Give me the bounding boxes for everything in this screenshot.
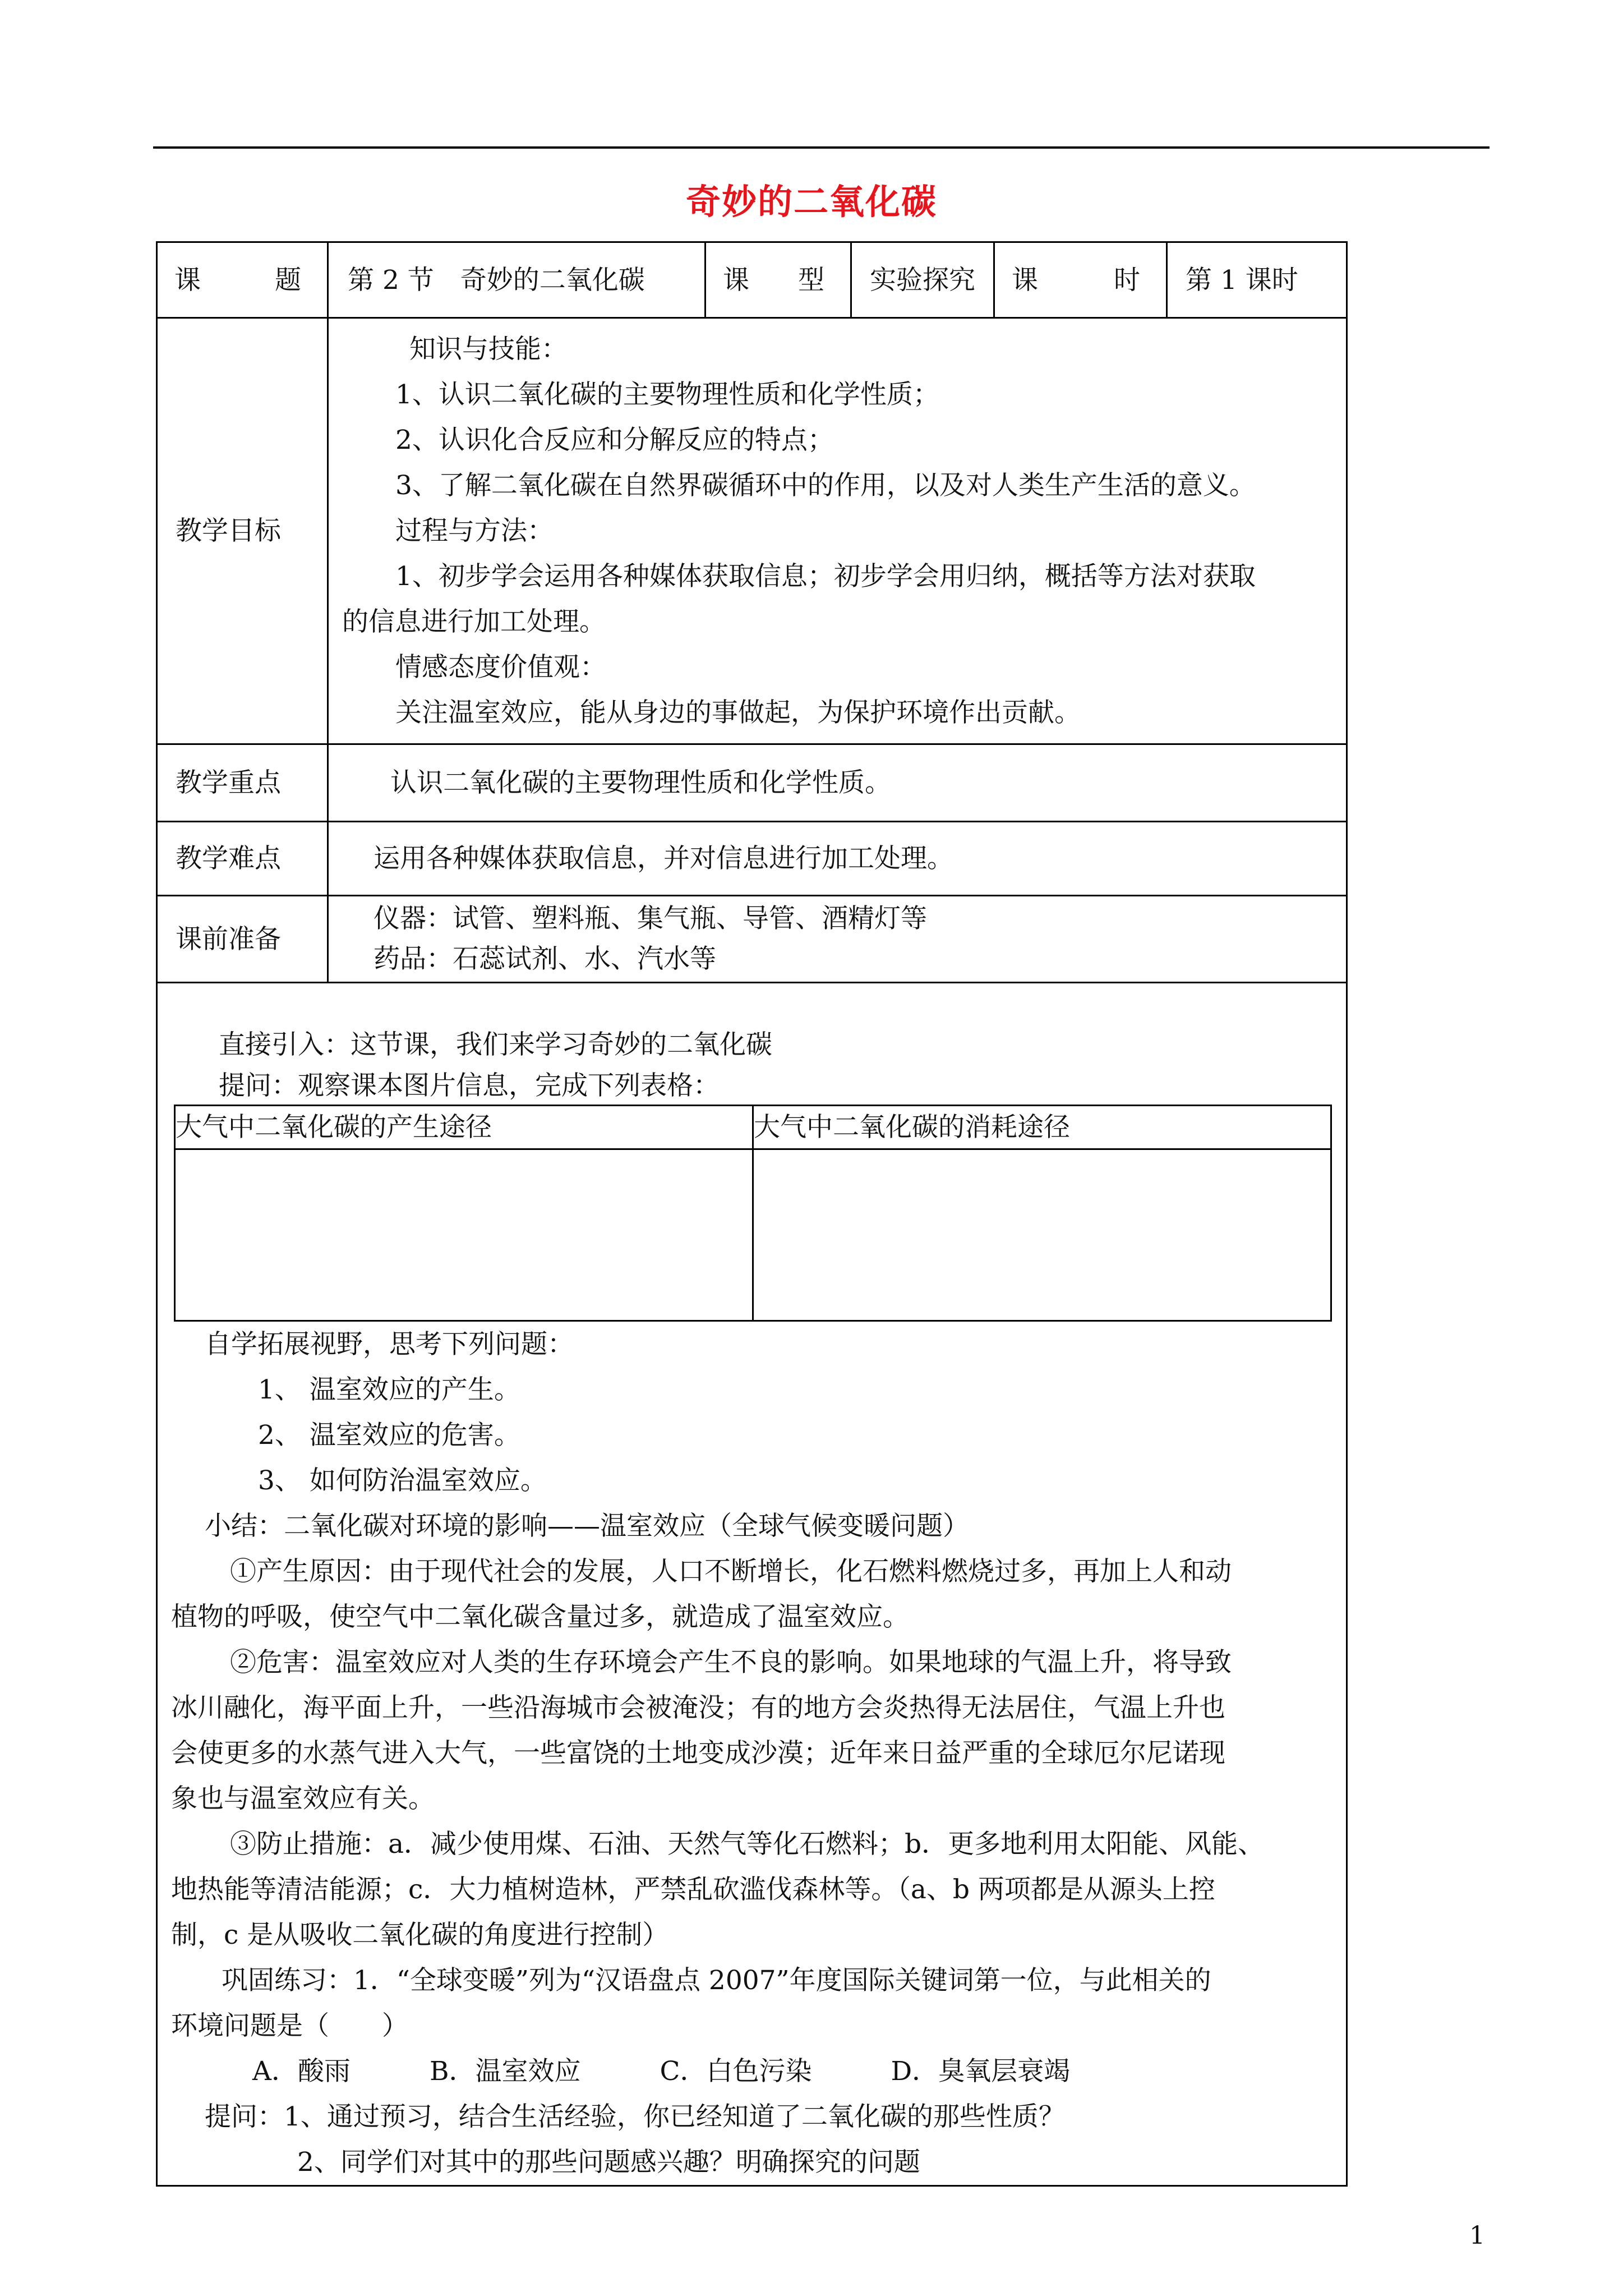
header-rule: [153, 146, 1490, 149]
objective-line: 的信息进行加工处理。: [342, 606, 606, 637]
cause-line: ①产生原因：由于现代社会的发展，人口不断增长，化石燃料燃烧过多，再加上人和动: [230, 1556, 1232, 1587]
type-label-cell: [706, 242, 851, 318]
prevent-line: ③防止措施：a．减少使用煤、石油、天然气等化石燃料；b．更多地利用太阳能、风能、: [230, 1829, 1265, 1860]
question-line: 提问：观察课本图片信息，完成下列表格：: [219, 1070, 720, 1101]
ask-line: 2、同学们对其中的那些问题感兴趣？明确探究的问题: [297, 2147, 920, 2178]
objective-line: 1、初步学会运用各种媒体获取信息；初步学会用归纳，概括等方法对获取: [395, 561, 1256, 592]
intro-line: 直接引入：这节课，我们来学习奇妙的二氧化碳: [219, 1029, 772, 1060]
harm-line: 冰川融化，海平面上升，一些沿海城市会被淹没；有的地方会炎热得无法居住，气温上升也: [171, 1692, 1225, 1723]
key-point-row: [157, 744, 1347, 822]
process-row: [157, 983, 1347, 2186]
topic-value: 第 2 节 奇妙的二氧化碳: [328, 242, 706, 318]
difficulty-label: 教学难点: [157, 822, 328, 896]
preparation-content: [328, 896, 1347, 983]
study-item: 3、 如何防治温室效应。: [258, 1465, 547, 1496]
co2-source-sink-table: [174, 1105, 1332, 1322]
key-point-text: 认识二氧化碳的主要物理性质和化学性质。: [328, 744, 1347, 822]
page-number: 1: [1469, 2221, 1485, 2250]
objectives-label: 教学目标: [157, 318, 328, 744]
ask-line: 提问：1、通过预习，结合生活经验，你已经知道了二氧化碳的那些性质？: [205, 2101, 1065, 2132]
source-cell: [175, 1149, 753, 1321]
instruments-line: 仪器：试管、塑料瓶、集气瓶、导管、酒精灯等: [374, 903, 927, 934]
source-header: 大气中二氧化碳的产生途径: [175, 1106, 753, 1149]
harm-line: ②危害：温室效应对人类的生存环境会产生不良的影响。如果地球的气温上升，将导致: [230, 1647, 1232, 1678]
study-item: 1、 温室效应的产生。: [258, 1374, 520, 1405]
type-label-b: 型: [798, 264, 824, 296]
period-value: 第 1 课时: [1167, 242, 1347, 318]
sink-cell: [753, 1149, 1331, 1321]
exercise-line: 巩固练习：1．“全球变暖”列为“汉语盘点 2007”年度国际关键词第一位，与此相关的: [222, 1965, 1211, 1996]
objectives-content: [328, 318, 1347, 744]
topic-label-a: 课: [174, 264, 201, 296]
topic-label-b: 题: [275, 264, 301, 296]
harm-line: 象也与温室效应有关。: [171, 1783, 435, 1814]
key-point-label: 教学重点: [157, 744, 328, 822]
exercise-line: 环境问题是（ ）: [171, 2010, 408, 2041]
objective-line: 过程与方法：: [395, 516, 554, 546]
difficulty-text: 运用各种媒体获取信息，并对信息进行加工处理。: [328, 822, 1347, 896]
page-title: 奇妙的二氧化碳: [685, 181, 937, 222]
period-label-cell: [994, 242, 1167, 318]
objectives-row: [157, 318, 1347, 744]
period-label-b: 时: [1114, 264, 1140, 296]
prevent-line: 制，c 是从吸收二氧化碳的角度进行控制）: [171, 1920, 669, 1950]
type-label-a: 课: [723, 264, 749, 296]
harm-line: 会使更多的水蒸气进入大气，一些富饶的土地变成沙漠；近年来日益严重的全球厄尔尼诺现: [171, 1738, 1225, 1769]
exercise-options: A．酸雨 B．温室效应 C．白色污染 D．臭氧层衰竭: [252, 2056, 1071, 2087]
objective-line: 3、了解二氧化碳在自然界碳循环中的作用，以及对人类生产生活的意义。: [395, 470, 1256, 501]
preparation-label: 课前准备: [157, 896, 328, 983]
objective-line: 1、认识二氧化碳的主要物理性质和化学性质；: [395, 379, 939, 410]
prevent-line: 地热能等清洁能源；c．大力植树造林，严禁乱砍滥伐森林等。（a、b 两项都是从源头上控: [171, 1874, 1215, 1905]
self-study-line: 自学拓展视野，思考下列问题：: [205, 1329, 574, 1360]
topic-label-cell: [157, 242, 328, 318]
cause-line: 植物的呼吸，使空气中二氧化碳含量过多，就造成了温室效应。: [171, 1602, 909, 1632]
objective-line: 2、认识化合反应和分解反应的特点；: [395, 425, 834, 455]
reagents-line: 药品：石蕊试剂、水、汽水等: [374, 944, 716, 974]
header-row: [157, 242, 1347, 318]
sink-header: 大气中二氧化碳的消耗途径: [753, 1106, 1331, 1149]
objective-line: 知识与技能：: [409, 334, 568, 365]
study-item: 2、 温室效应的危害。: [258, 1420, 520, 1451]
process-content: [157, 983, 1347, 2186]
lesson-plan-table: [156, 241, 1348, 2187]
objective-line: 关注温室效应，能从身边的事做起，为保护环境作出贡献。: [395, 697, 1081, 728]
summary-line: 小结：二氧化碳对环境的影响——温室效应（全球气候变暖问题）: [205, 1511, 969, 1542]
period-label-a: 课: [1012, 264, 1038, 296]
difficulty-row: [157, 822, 1347, 896]
preparation-row: [157, 896, 1347, 983]
objective-line: 情感态度价值观：: [395, 652, 606, 683]
type-value: 实验探究: [851, 242, 994, 318]
